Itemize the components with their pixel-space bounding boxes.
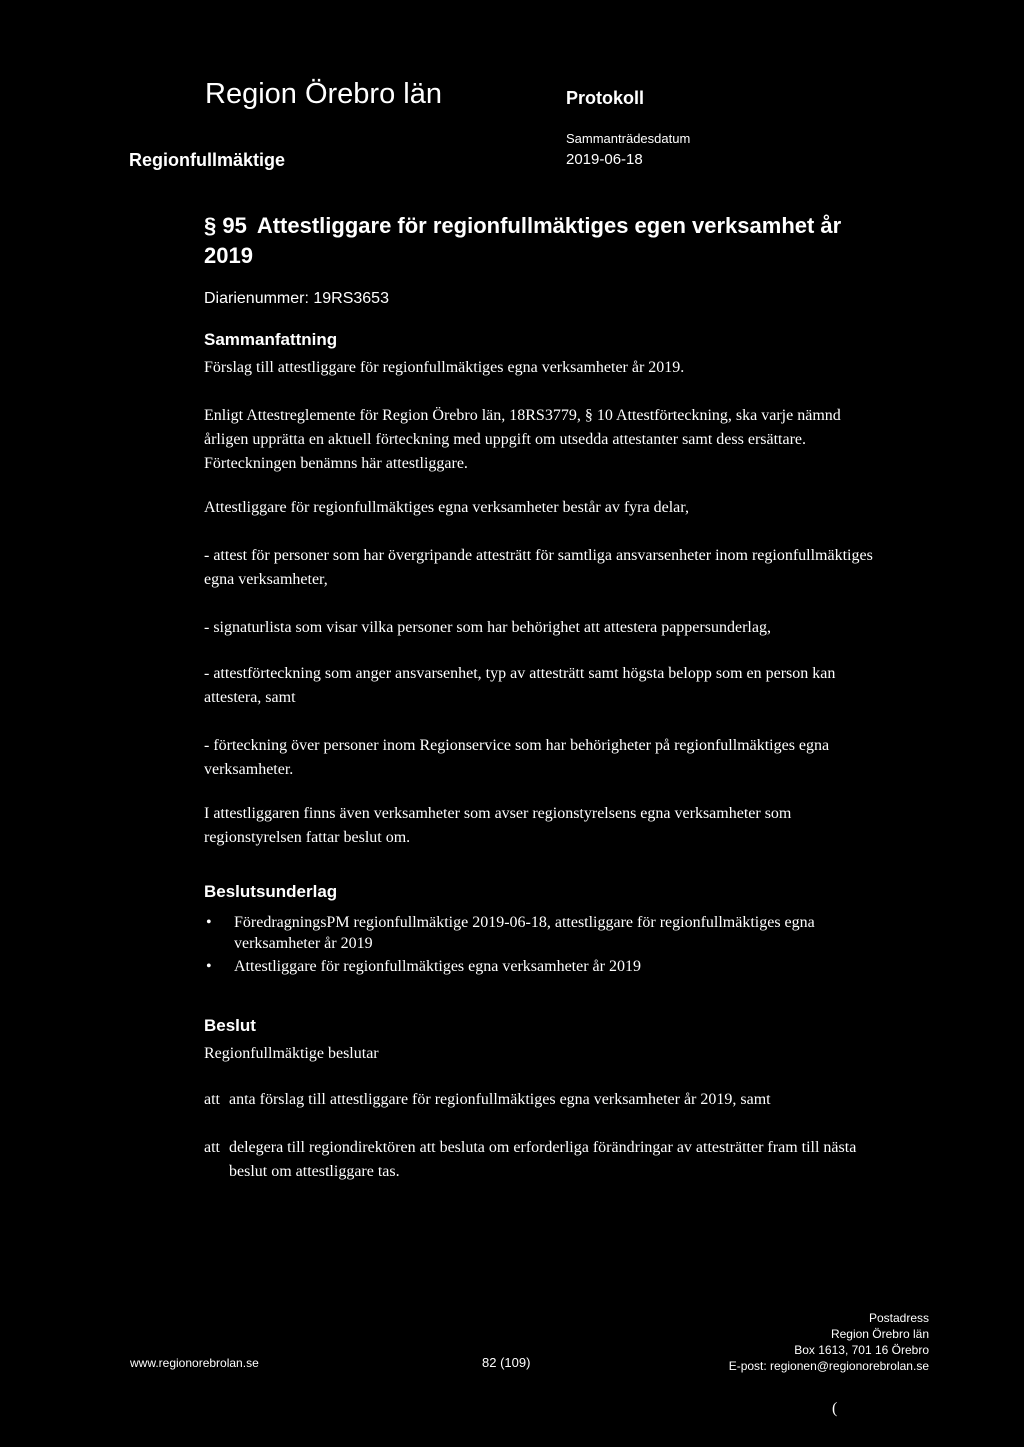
address-org: Region Örebro län bbox=[830, 1327, 929, 1341]
summary-list-item: - attest för personer som har övergripande attesträtt för samtliga ansvarsenheter inom regionfullmäktiges egna verksamheter, bbox=[204, 547, 873, 588]
meeting-date: 2019-06-18 bbox=[566, 151, 643, 168]
summary-list-item: - attestförteckning som anger ansvarsenhet, typ av attesträtt samt högsta belopp som en person kan attestera, samt bbox=[204, 665, 836, 706]
att-word: att bbox=[204, 1091, 220, 1108]
address-box: Box 1613, 701 16 Örebro bbox=[794, 1343, 929, 1357]
footer-mark: ( bbox=[832, 1400, 838, 1417]
att-word: att bbox=[204, 1139, 220, 1156]
bullet-icon: • bbox=[206, 958, 212, 975]
meeting-date-label: Sammanträdesdatum bbox=[566, 131, 691, 146]
decision-clause bbox=[204, 1136, 889, 1184]
address-label: Postadress bbox=[868, 1311, 929, 1325]
committee-name: Regionfullmäktige bbox=[129, 150, 286, 170]
summary-list-item: - förteckning över personer inom Regionservice som har behörigheter på regionfullmäktiges egna verksamheter. bbox=[204, 737, 830, 778]
section-number: § 95 bbox=[204, 213, 247, 238]
diary-number: Diarienummer: 19RS3653 bbox=[204, 290, 389, 307]
decision-clause bbox=[204, 1088, 889, 1112]
page-number: 82 (109) bbox=[482, 1355, 531, 1370]
summary-heading: Sammanfattning bbox=[204, 330, 338, 349]
decision-heading: Beslut bbox=[204, 1016, 256, 1035]
decision-clause-text: anta förslag till attestliggare för regionfullmäktiges egna verksamheter år 2019, samt bbox=[229, 1091, 771, 1108]
bullet-icon: • bbox=[206, 914, 212, 931]
organization-name: Region Örebro län bbox=[205, 78, 442, 110]
summary-paragraph: I attestliggaren finns även verksamheter som avser regionstyrelsens egna verksamheter som regionstyrelsen fattar beslut om. bbox=[204, 805, 792, 846]
summary-list-item: - signaturlista som visar vilka personer som har behörighet att attestera pappersunderlag, bbox=[204, 619, 771, 636]
basis-item-text: Attestliggare för regionfullmäktiges egna verksamheter år 2019 bbox=[234, 958, 641, 975]
basis-item-text: FöredragningsPM regionfullmäktige 2019-06-18, attestliggare för regionfullmäktiges egna verksamheter år 2019 bbox=[234, 914, 815, 952]
footer-website: www.regionorebrolan.se bbox=[130, 1356, 259, 1370]
section-title: Attestliggare för regionfullmäktiges egen verksamhet år 2019 bbox=[204, 213, 842, 268]
decision-clause-text: delegera till regiondirektören att besluta om erforderliga förändringar av attesträtter fram till nästa beslut om attestliggare tas. bbox=[229, 1139, 857, 1180]
section-heading bbox=[204, 211, 884, 271]
list-item bbox=[204, 912, 884, 954]
summary-paragraph: Attestliggare för regionfullmäktiges egna verksamheter består av fyra delar, bbox=[204, 499, 689, 516]
address-email: E-post: regionen@regionorebrolan.se bbox=[728, 1359, 929, 1373]
decision-intro: Regionfullmäktige beslutar bbox=[204, 1045, 379, 1062]
summary-text: Förslag till attestliggare för regionfullmäktiges egna verksamheter år 2019. bbox=[204, 359, 685, 376]
basis-list bbox=[204, 912, 884, 979]
basis-heading: Beslutsunderlag bbox=[204, 882, 338, 901]
document-type: Protokoll bbox=[566, 88, 645, 108]
summary-paragraph: Enligt Attestreglemente för Region Örebro län, 18RS3779, § 10 Attestförteckning, ska varje nämnd årligen upprätta en aktuell förteckning med uppgift om utsedda attestanter samt dess ersättare. Förteckningen benämns här attestliggare. bbox=[204, 407, 841, 472]
list-item bbox=[204, 956, 884, 977]
footer-address bbox=[729, 1310, 929, 1374]
